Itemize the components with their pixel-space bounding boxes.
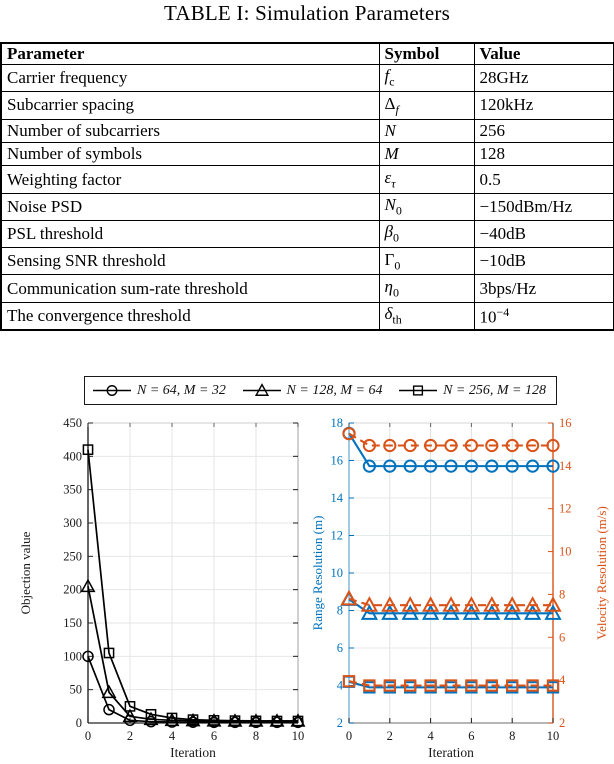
x-axis [85,423,304,760]
table-row [1,166,614,193]
square-legend-marker [398,383,438,398]
x-axis-label: Iteration [428,745,474,760]
series-circle-left [343,428,558,472]
column-header-symbol: Symbol [379,43,474,65]
y-tick-label: 12 [330,528,343,543]
parameter-cell: Number of subcarriers [1,119,379,142]
symbol-cell: $f_c$ [379,65,474,92]
table-row [1,302,614,330]
y-tick-label-right: 4 [559,673,566,688]
y-tick-label: 50 [69,682,82,697]
x-tick-label: 0 [345,729,353,743]
series-square-right [344,676,558,691]
x-tick-label: 2 [386,729,393,743]
legend-entry [398,383,546,399]
value-cell: −10dB [474,248,614,275]
symbol-cell: $\varepsilon_\tau$ [379,166,474,193]
symbol-cell: N [379,119,474,142]
x-tick-label: 2 [126,729,134,743]
legend-label: N = 64, M = 32 [137,382,226,398]
triangle-legend-marker [242,383,282,398]
y-tick-label-right: 2 [559,716,566,730]
y-axis-label-right: Velocity Resolution (m/s) [594,506,609,640]
y-tick-label: 150 [63,616,82,630]
legend-entry [242,383,383,399]
x-tick-label: 10 [291,729,305,743]
parameter-cell: Carrier frequency [1,65,379,92]
y-tick-label: 16 [330,453,343,468]
x-tick-label: 6 [210,729,218,743]
table-header [1,43,614,65]
resolution-chart [300,410,614,764]
parameter-cell: Noise PSD [1,193,379,220]
y-axis-left [310,416,354,730]
y-tick-label: 300 [63,516,82,530]
y-tick-label: 350 [63,482,82,497]
value-cell: 0.5 [474,166,614,193]
x-tick-label: 4 [427,729,434,743]
legend-label: N = 256, M = 128 [443,382,546,398]
y-tick-label: 100 [63,649,82,664]
symbol-cell: $\beta_0$ [379,220,474,247]
symbol-cell: $\Delta_f$ [379,92,474,119]
y-axis-label: Range Resolution (m) [310,515,325,631]
value-cell: 128 [474,142,614,165]
table-row [1,142,614,165]
y-tick-label-right: 8 [559,587,566,602]
parameter-cell: PSL threshold [1,220,379,247]
y-tick-label: 8 [336,603,343,618]
y-tick-label: 2 [336,716,343,730]
y-tick-label: 4 [336,678,343,693]
x-tick-label: 6 [468,729,475,743]
x-tick-label: 4 [168,729,176,743]
value-cell: −40dB [474,220,614,247]
table-row [1,92,614,119]
x-tick-label: 10 [546,729,560,743]
parameter-cell: Sensing SNR threshold [1,248,379,275]
column-header-value: Value [474,43,614,65]
figure-legend [84,376,557,405]
y-tick-label: 250 [63,549,82,564]
y-tick-label-right: 14 [559,458,572,473]
column-header-parameter: Parameter [1,43,379,65]
y-tick-label: 18 [330,416,343,430]
table-row [1,193,614,220]
y-tick-label-right: 6 [559,630,566,645]
x-tick-label: 8 [252,729,260,743]
series-square [83,445,302,726]
objective-value-chart [0,410,314,764]
table-body [1,65,614,331]
legend-label: N = 128, M = 64 [286,382,383,398]
table-row [1,248,614,275]
value-cell: $10^{-4}$ [474,302,614,330]
y-tick-label-right: 16 [559,416,572,430]
table-row [1,119,614,142]
value-cell: 3bps/Hz [474,275,614,302]
value-cell: 120kHz [474,92,614,119]
simulation-parameters-table [0,42,614,331]
y-tick-label: 400 [63,449,82,464]
series-circle-right [343,428,558,451]
value-cell: −150dBm/Hz [474,193,614,220]
y-tick-label-right: 12 [559,501,572,516]
symbol-cell: $\delta_{th}$ [379,302,474,330]
y-tick-label: 0 [75,716,82,730]
x-tick-label: 8 [509,729,516,743]
table-row [1,220,614,247]
circle-legend-marker [92,383,132,398]
y-tick-label-right: 10 [559,544,572,559]
table-caption: TABLE I: Simulation Parameters [163,1,450,25]
parameter-cell: The convergence threshold [1,302,379,330]
table-row [1,65,614,92]
parameter-cell: Weighting factor [1,166,379,193]
y-tick-label: 14 [330,491,343,505]
legend-entry [92,383,226,399]
x-axis [346,423,559,760]
symbol-cell: M [379,142,474,165]
table-header-row [1,43,614,65]
table-row [1,275,614,302]
value-cell: 28GHz [474,65,614,92]
y-axis-label: Objection value [18,531,33,615]
parameter-cell: Communication sum-rate threshold [1,275,379,302]
y-tick-label: 450 [63,416,82,430]
symbol-cell: $\Gamma_0$ [379,248,474,275]
x-tick-label: 0 [84,729,92,743]
y-tick-label: 6 [336,641,343,655]
symbol-cell: $\eta_0$ [379,275,474,302]
y-tick-label: 200 [63,582,82,597]
series-triangle [82,580,304,726]
x-axis-label: Iteration [170,745,216,760]
gridlines [349,423,553,723]
parameter-cell: Subcarrier spacing [1,92,379,119]
value-cell: 256 [474,119,614,142]
symbol-cell: $N_0$ [379,193,474,220]
y-tick-label: 10 [330,566,343,580]
parameter-cell: Number of symbols [1,142,379,165]
